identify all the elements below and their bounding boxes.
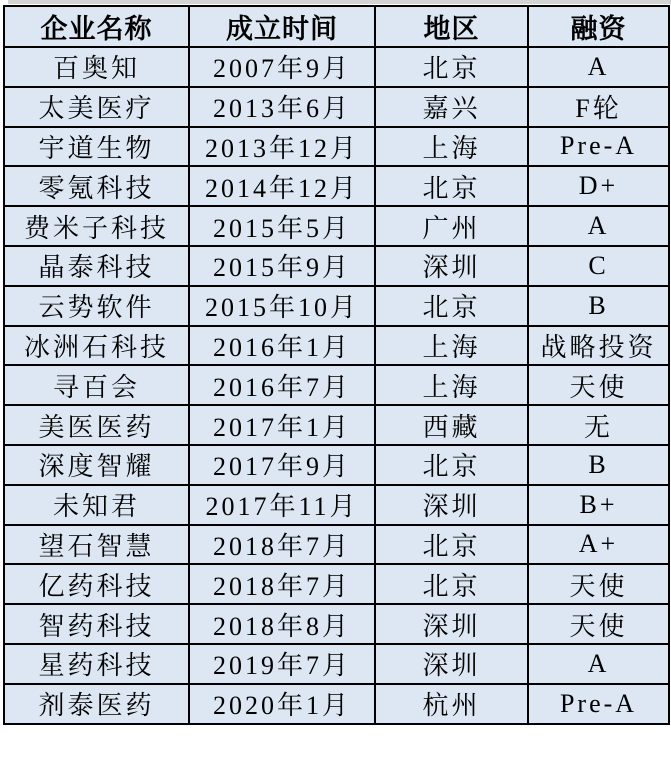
company-financing-table [3,5,670,725]
cell-region: 深圳 [375,644,528,684]
cell-company-name: 晶泰科技 [4,246,189,286]
table-row [4,206,669,246]
cell-founding-date: 2015年5月 [189,206,375,246]
cell-company-name: 寻百会 [4,365,189,405]
cell-funding-round: 天使 [528,365,669,405]
cell-founding-date: 2018年7月 [189,525,375,565]
cell-region: 深圳 [375,604,528,644]
table-row [4,485,669,525]
cell-founding-date: 2013年12月 [189,127,375,167]
cell-region: 广州 [375,206,528,246]
cell-company-name: 剂泰医药 [4,684,189,724]
table-row [4,286,669,326]
cell-company-name: 亿药科技 [4,564,189,604]
cell-funding-round: B [528,445,669,485]
cell-funding-round: B+ [528,485,669,525]
cell-region: 上海 [375,127,528,167]
cell-founding-date: 2016年1月 [189,326,375,366]
cell-company-name: 零氪科技 [4,166,189,206]
table-row [4,564,669,604]
table-row [4,166,669,206]
cell-company-name: 费米子科技 [4,206,189,246]
cell-region: 深圳 [375,246,528,286]
table-row [4,365,669,405]
cell-founding-date: 2019年7月 [189,644,375,684]
table-row [4,47,669,87]
cell-company-name: 望石智慧 [4,525,189,565]
cell-funding-round: A [528,644,669,684]
table-row [4,525,669,565]
cell-funding-round: 天使 [528,604,669,644]
table-row [4,326,669,366]
cell-funding-round: 无 [528,405,669,445]
cell-founding-date: 2018年8月 [189,604,375,644]
header-funding-round: 融资 [528,6,669,47]
table-row [4,87,669,127]
cell-funding-round: F轮 [528,87,669,127]
cell-funding-round: 战略投资 [528,326,669,366]
cell-founding-date: 2017年1月 [189,405,375,445]
header-founding-date: 成立时间 [189,6,375,47]
cell-region: 上海 [375,326,528,366]
header-company-name: 企业名称 [4,6,189,47]
cell-funding-round: 天使 [528,564,669,604]
cell-company-name: 智药科技 [4,604,189,644]
cell-founding-date: 2013年6月 [189,87,375,127]
cell-region: 深圳 [375,485,528,525]
cell-funding-round: C [528,246,669,286]
cell-founding-date: 2015年10月 [189,286,375,326]
cell-region: 北京 [375,445,528,485]
cell-funding-round: Pre-A [528,127,669,167]
table-row [4,644,669,684]
table-row [4,604,669,644]
table-row [4,445,669,485]
cell-founding-date: 2020年1月 [189,684,375,724]
cell-region: 北京 [375,166,528,206]
cell-funding-round: B [528,286,669,326]
cell-region: 上海 [375,365,528,405]
cell-funding-round: A [528,47,669,87]
cell-region: 北京 [375,564,528,604]
cell-region: 北京 [375,286,528,326]
header-region: 地区 [375,6,528,47]
cell-founding-date: 2007年9月 [189,47,375,87]
top-gridline-strip [8,0,671,4]
cell-region: 嘉兴 [375,87,528,127]
cell-company-name: 深度智耀 [4,445,189,485]
cell-company-name: 太美医疗 [4,87,189,127]
cell-founding-date: 2017年9月 [189,445,375,485]
cell-founding-date: 2016年7月 [189,365,375,405]
cell-company-name: 星药科技 [4,644,189,684]
table-row [4,127,669,167]
cell-company-name: 云势软件 [4,286,189,326]
cell-funding-round: Pre-A [528,684,669,724]
table-row [4,246,669,286]
cell-region: 西藏 [375,405,528,445]
cell-founding-date: 2015年9月 [189,246,375,286]
table-row [4,684,669,724]
cell-funding-round: A [528,206,669,246]
cell-founding-date: 2018年7月 [189,564,375,604]
cell-founding-date: 2017年11月 [189,485,375,525]
cell-company-name: 宇道生物 [4,127,189,167]
cell-founding-date: 2014年12月 [189,166,375,206]
cell-company-name: 百奥知 [4,47,189,87]
cell-funding-round: A+ [528,525,669,565]
table-row [4,405,669,445]
cell-region: 杭州 [375,684,528,724]
cell-company-name: 未知君 [4,485,189,525]
header-row [4,6,669,47]
cell-region: 北京 [375,47,528,87]
cell-funding-round: D+ [528,166,669,206]
cell-region: 北京 [375,525,528,565]
cell-company-name: 美医医药 [4,405,189,445]
cell-company-name: 冰洲石科技 [4,326,189,366]
